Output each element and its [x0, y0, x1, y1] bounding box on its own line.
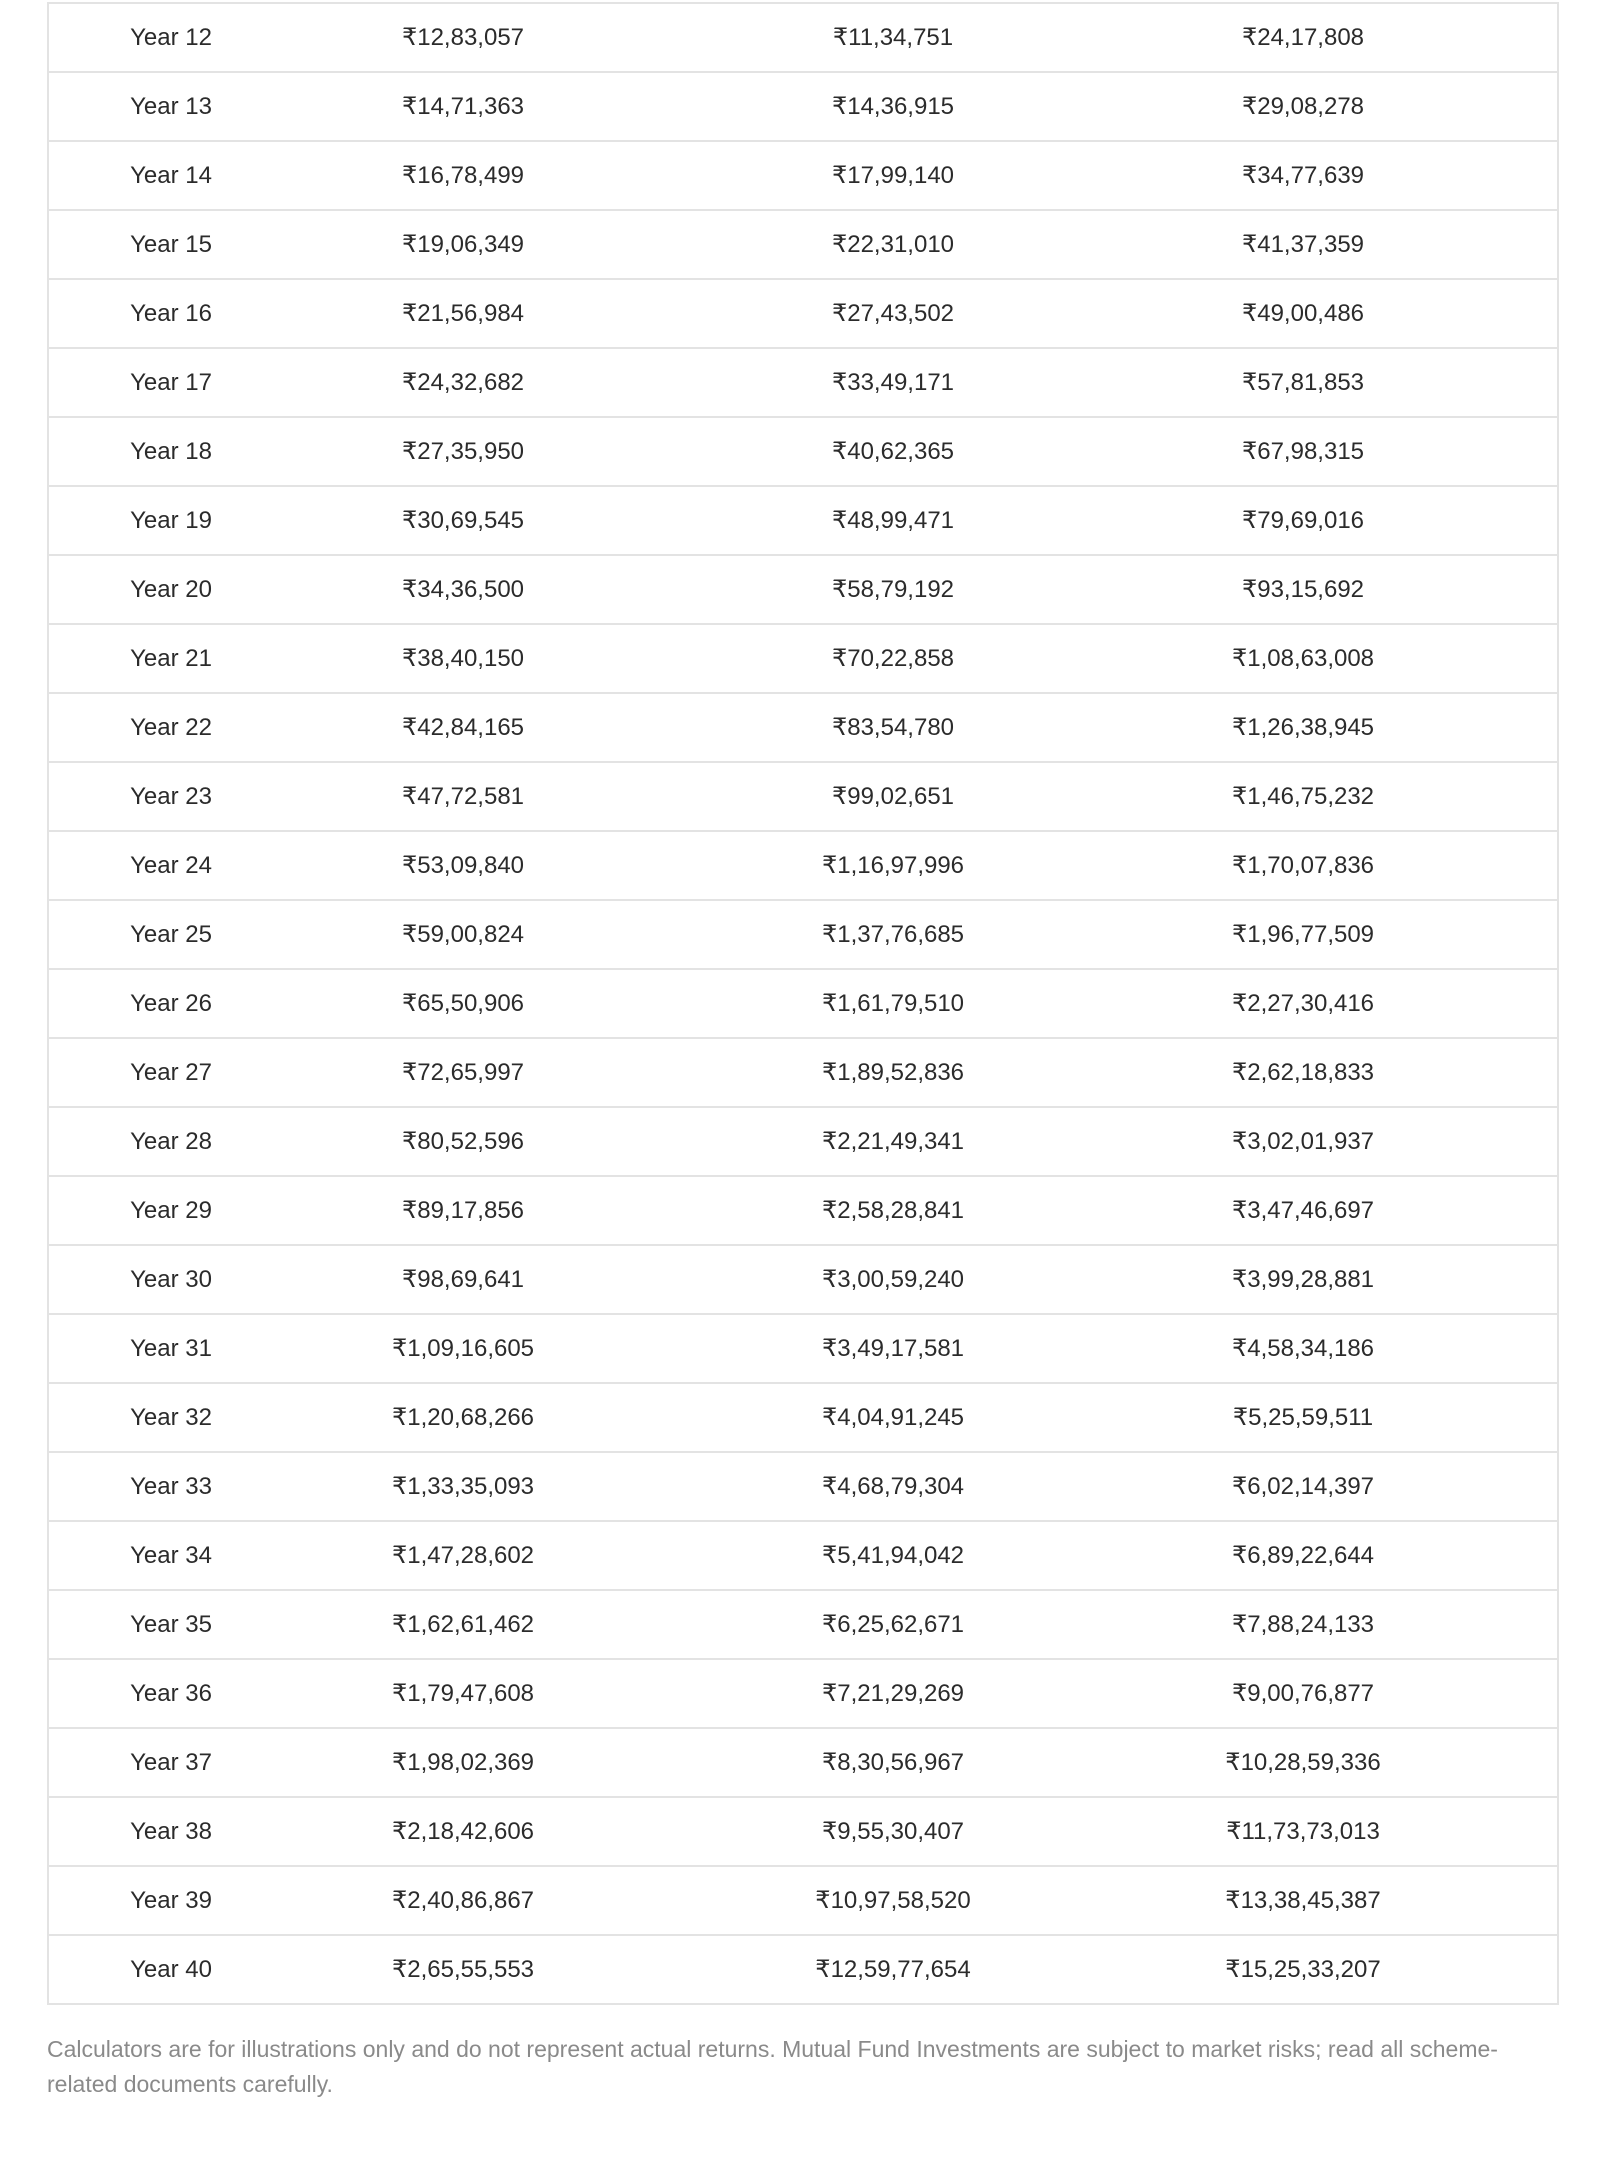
year-cell: Year 34	[130, 1541, 212, 1569]
estimated-returns-cell: ₹2,21,49,341	[821, 1128, 965, 1155]
table-row	[49, 487, 1557, 556]
estimated-returns-cell: ₹4,68,79,304	[821, 1473, 965, 1500]
year-cell: Year 39	[130, 1886, 212, 1914]
table-row	[49, 1384, 1557, 1453]
estimated-returns-cell: ₹4,04,91,245	[821, 1404, 965, 1431]
year-cell: Year 24	[130, 851, 212, 879]
table-row	[49, 970, 1557, 1039]
table-row	[49, 1246, 1557, 1315]
estimated-returns-cell: ₹1,16,97,996	[821, 852, 965, 879]
estimated-returns-cell: ₹58,79,192	[831, 576, 955, 603]
year-cell: Year 40	[130, 1955, 212, 1983]
invested-amount-cell: ₹98,69,641	[401, 1266, 525, 1293]
estimated-returns-cell: ₹1,61,79,510	[821, 990, 965, 1017]
total-value-cell: ₹93,15,692	[1241, 576, 1365, 603]
estimated-returns-cell: ₹7,21,29,269	[821, 1680, 965, 1707]
year-cell: Year 20	[130, 575, 212, 603]
total-value-cell: ₹57,81,853	[1241, 369, 1365, 396]
invested-amount-cell: ₹1,62,61,462	[391, 1611, 535, 1638]
estimated-returns-cell: ₹1,37,76,685	[821, 921, 965, 948]
total-value-cell: ₹1,08,63,008	[1231, 645, 1375, 672]
estimated-returns-cell: ₹9,55,30,407	[821, 1818, 965, 1845]
invested-amount-cell: ₹2,40,86,867	[391, 1887, 535, 1914]
table-row	[49, 1315, 1557, 1384]
invested-amount-cell: ₹59,00,824	[401, 921, 525, 948]
estimated-returns-cell: ₹3,00,59,240	[821, 1266, 965, 1293]
year-cell: Year 23	[130, 782, 212, 810]
estimated-returns-cell: ₹14,36,915	[831, 93, 955, 120]
estimated-returns-cell: ₹12,59,77,654	[815, 1956, 971, 1983]
invested-amount-cell: ₹1,20,68,266	[391, 1404, 535, 1431]
invested-amount-cell: ₹1,33,35,093	[391, 1473, 535, 1500]
year-cell: Year 19	[130, 506, 212, 534]
table-row	[49, 1453, 1557, 1522]
estimated-returns-cell: ₹2,58,28,841	[821, 1197, 965, 1224]
total-value-cell: ₹2,27,30,416	[1231, 990, 1375, 1017]
estimated-returns-cell: ₹27,43,502	[831, 300, 955, 327]
table-row	[49, 349, 1557, 418]
invested-amount-cell: ₹2,65,55,553	[391, 1956, 535, 1983]
total-value-cell: ₹1,96,77,509	[1231, 921, 1375, 948]
invested-amount-cell: ₹27,35,950	[401, 438, 525, 465]
estimated-returns-cell: ₹11,34,751	[832, 24, 954, 51]
estimated-returns-cell: ₹1,89,52,836	[821, 1059, 965, 1086]
total-value-cell: ₹1,46,75,232	[1231, 783, 1375, 810]
year-cell: Year 12	[130, 23, 212, 51]
table-row	[49, 1867, 1557, 1936]
invested-amount-cell: ₹12,83,057	[401, 24, 525, 51]
total-value-cell: ₹6,89,22,644	[1231, 1542, 1375, 1569]
year-cell: Year 29	[130, 1196, 212, 1224]
year-cell: Year 27	[130, 1058, 212, 1086]
total-value-cell: ₹34,77,639	[1241, 162, 1365, 189]
estimated-returns-cell: ₹70,22,858	[831, 645, 955, 672]
table-row	[49, 901, 1557, 970]
invested-amount-cell: ₹1,79,47,608	[391, 1680, 535, 1707]
yearly-returns-table	[47, 2, 1559, 2005]
total-value-cell: ₹24,17,808	[1241, 24, 1365, 51]
invested-amount-cell: ₹53,09,840	[401, 852, 525, 879]
year-cell: Year 18	[130, 437, 212, 465]
year-cell: Year 32	[130, 1403, 212, 1431]
total-value-cell: ₹79,69,016	[1241, 507, 1365, 534]
invested-amount-cell: ₹80,52,596	[401, 1128, 525, 1155]
year-cell: Year 28	[130, 1127, 212, 1155]
estimated-returns-cell: ₹3,49,17,581	[821, 1335, 965, 1362]
estimated-returns-cell: ₹48,99,471	[831, 507, 955, 534]
table-row	[49, 280, 1557, 349]
year-cell: Year 21	[130, 644, 212, 672]
year-cell: Year 15	[130, 230, 212, 258]
total-value-cell: ₹6,02,14,397	[1231, 1473, 1375, 1500]
invested-amount-cell: ₹19,06,349	[401, 231, 525, 258]
estimated-returns-cell: ₹99,02,651	[831, 783, 955, 810]
table-row	[49, 763, 1557, 832]
table-row	[49, 1936, 1557, 2005]
estimated-returns-cell: ₹17,99,140	[831, 162, 955, 189]
year-cell: Year 16	[130, 299, 212, 327]
total-value-cell: ₹5,25,59,511	[1232, 1404, 1374, 1431]
estimated-returns-cell: ₹22,31,010	[831, 231, 955, 258]
total-value-cell: ₹29,08,278	[1241, 93, 1365, 120]
table-row	[49, 556, 1557, 625]
disclaimer-text: Calculators are for illustrations only and do not represent actual returns. Mutual Fund Investments are subject to market risks; read all scheme-related documents carefully.	[47, 2036, 1498, 2097]
table-row	[49, 418, 1557, 487]
total-value-cell: ₹11,73,73,013	[1226, 1818, 1380, 1845]
invested-amount-cell: ₹72,65,997	[401, 1059, 525, 1086]
table-row	[49, 1729, 1557, 1798]
year-cell: Year 25	[130, 920, 212, 948]
invested-amount-cell: ₹34,36,500	[401, 576, 525, 603]
table-row	[49, 73, 1557, 142]
total-value-cell: ₹1,70,07,836	[1231, 852, 1375, 879]
total-value-cell: ₹3,47,46,697	[1231, 1197, 1375, 1224]
year-cell: Year 33	[130, 1472, 212, 1500]
year-cell: Year 36	[130, 1679, 212, 1707]
year-cell: Year 35	[130, 1610, 212, 1638]
total-value-cell: ₹3,02,01,937	[1231, 1128, 1375, 1155]
total-value-cell: ₹4,58,34,186	[1231, 1335, 1375, 1362]
table-row	[49, 1798, 1557, 1867]
estimated-returns-cell: ₹83,54,780	[831, 714, 955, 741]
invested-amount-cell: ₹21,56,984	[401, 300, 525, 327]
invested-amount-cell: ₹38,40,150	[401, 645, 525, 672]
total-value-cell: ₹10,28,59,336	[1225, 1749, 1381, 1776]
estimated-returns-cell: ₹40,62,365	[831, 438, 955, 465]
invested-amount-cell: ₹65,50,906	[401, 990, 525, 1017]
estimated-returns-cell: ₹5,41,94,042	[821, 1542, 965, 1569]
total-value-cell: ₹1,26,38,945	[1231, 714, 1375, 741]
table-row	[49, 1039, 1557, 1108]
year-cell: Year 38	[130, 1817, 212, 1845]
invested-amount-cell: ₹24,32,682	[401, 369, 525, 396]
table-row	[49, 832, 1557, 901]
table-row	[49, 1177, 1557, 1246]
table-row	[49, 4, 1557, 73]
table-row	[49, 625, 1557, 694]
invested-amount-cell: ₹1,47,28,602	[391, 1542, 535, 1569]
estimated-returns-cell: ₹8,30,56,967	[821, 1749, 965, 1776]
total-value-cell: ₹7,88,24,133	[1231, 1611, 1375, 1638]
estimated-returns-cell: ₹33,49,171	[831, 369, 955, 396]
total-value-cell: ₹3,99,28,881	[1231, 1266, 1375, 1293]
table-row	[49, 211, 1557, 280]
invested-amount-cell: ₹47,72,581	[401, 783, 525, 810]
year-cell: Year 37	[130, 1748, 212, 1776]
table-row	[49, 694, 1557, 763]
invested-amount-cell: ₹42,84,165	[401, 714, 525, 741]
table-row	[49, 1660, 1557, 1729]
invested-amount-cell: ₹30,69,545	[401, 507, 525, 534]
total-value-cell: ₹67,98,315	[1241, 438, 1365, 465]
year-cell: Year 30	[130, 1265, 212, 1293]
year-cell: Year 31	[130, 1334, 212, 1362]
invested-amount-cell: ₹14,71,363	[401, 93, 525, 120]
year-cell: Year 17	[130, 368, 212, 396]
invested-amount-cell: ₹16,78,499	[401, 162, 525, 189]
invested-amount-cell: ₹1,98,02,369	[391, 1749, 535, 1776]
total-value-cell: ₹41,37,359	[1241, 231, 1365, 258]
total-value-cell: ₹2,62,18,833	[1231, 1059, 1375, 1086]
invested-amount-cell: ₹1,09,16,605	[391, 1335, 535, 1362]
invested-amount-cell: ₹2,18,42,606	[391, 1818, 535, 1845]
table-row	[49, 1522, 1557, 1591]
year-cell: Year 13	[130, 92, 212, 120]
year-cell: Year 22	[130, 713, 212, 741]
year-cell: Year 26	[130, 989, 212, 1017]
estimated-returns-cell: ₹6,25,62,671	[821, 1611, 965, 1638]
total-value-cell: ₹49,00,486	[1241, 300, 1365, 327]
total-value-cell: ₹13,38,45,387	[1225, 1887, 1381, 1914]
table-row	[49, 142, 1557, 211]
table-row	[49, 1108, 1557, 1177]
total-value-cell: ₹15,25,33,207	[1225, 1956, 1381, 1983]
table-row	[49, 1591, 1557, 1660]
estimated-returns-cell: ₹10,97,58,520	[815, 1887, 971, 1914]
invested-amount-cell: ₹89,17,856	[401, 1197, 525, 1224]
year-cell: Year 14	[130, 161, 212, 189]
total-value-cell: ₹9,00,76,877	[1231, 1680, 1375, 1707]
